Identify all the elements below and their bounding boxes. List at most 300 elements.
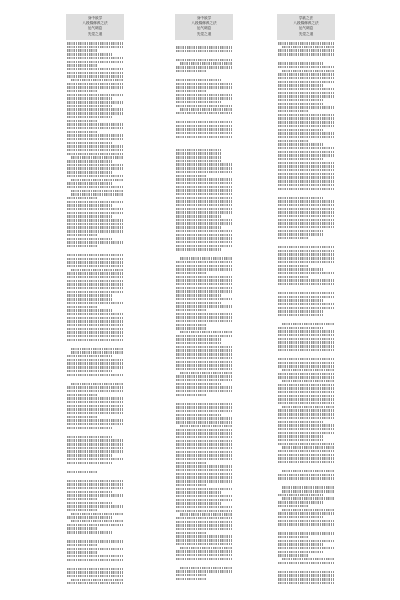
text-line-texture <box>278 165 334 167</box>
text-line-texture <box>67 377 123 381</box>
text-line-texture <box>278 527 334 531</box>
text-line-texture <box>278 387 334 389</box>
text-line-texture <box>278 230 323 232</box>
column-body <box>277 40 335 584</box>
text-line-texture <box>67 465 123 469</box>
text-line-texture <box>176 327 207 329</box>
text-line-texture <box>67 105 112 107</box>
text-line-texture <box>176 316 232 318</box>
text-line-texture <box>176 309 207 311</box>
text-line-texture <box>278 314 323 316</box>
text-line-texture <box>67 524 123 526</box>
text-line-texture <box>176 465 232 467</box>
text-line-texture <box>67 458 123 460</box>
text-line-texture <box>176 495 232 497</box>
text-line-texture <box>176 276 232 278</box>
text-line-texture <box>67 234 98 236</box>
text-line-texture <box>71 190 123 192</box>
text-line-texture <box>278 395 334 397</box>
text-line-texture <box>67 408 123 410</box>
text-line-texture <box>278 428 334 430</box>
text-line-texture <box>67 219 123 221</box>
text-line-texture <box>278 117 334 119</box>
text-line-texture <box>67 397 123 399</box>
text-line-texture <box>176 510 232 512</box>
text-line-texture <box>176 302 221 304</box>
text-line-texture <box>67 454 112 456</box>
text-line-texture <box>176 226 221 228</box>
header-line: 运气调息 <box>87 26 103 31</box>
text-line-texture <box>278 318 334 322</box>
text-line-texture <box>176 105 232 107</box>
header-line: 先觉之道 <box>196 31 212 36</box>
text-line-texture <box>180 513 232 515</box>
text-line-texture <box>176 458 232 460</box>
text-line-texture <box>67 509 98 511</box>
text-line-texture <box>67 142 112 144</box>
text-line-texture <box>71 383 123 385</box>
text-line-texture <box>176 215 221 217</box>
text-line-texture <box>176 272 207 274</box>
text-line-texture <box>67 355 112 357</box>
text-line-texture <box>176 132 232 134</box>
text-line-texture <box>67 527 98 529</box>
text-line-texture <box>67 182 112 184</box>
text-line-texture <box>176 46 232 48</box>
text-line-texture <box>278 162 334 164</box>
text-line-texture <box>67 331 123 333</box>
text-line-texture <box>67 249 123 253</box>
text-line-texture <box>67 149 123 151</box>
text-line-texture <box>176 324 207 326</box>
text-line-texture <box>176 397 232 401</box>
text-line-texture <box>67 53 112 55</box>
text-line-texture <box>278 461 334 463</box>
text-line-texture <box>67 362 123 364</box>
text-line-texture <box>176 502 221 504</box>
text-line-texture <box>278 532 334 534</box>
text-line-texture <box>67 265 123 267</box>
text-line-texture <box>176 121 232 123</box>
text-line-texture <box>282 369 334 371</box>
text-line-texture <box>67 306 98 308</box>
text-line-texture <box>176 353 232 355</box>
text-line-texture <box>278 307 334 309</box>
text-line-texture <box>278 222 334 224</box>
text-line-texture <box>278 358 334 360</box>
header-line: 先觉之道 <box>298 31 314 36</box>
text-line-texture <box>278 95 334 97</box>
text-line-texture <box>176 550 232 552</box>
header-line: 八段锦修养之法 <box>82 21 108 26</box>
text-line-texture <box>176 443 232 445</box>
text-line-texture <box>176 230 232 232</box>
text-line-texture <box>176 554 232 556</box>
text-line-texture <box>278 474 334 476</box>
text-line-texture <box>278 136 334 138</box>
text-line-texture <box>282 558 334 560</box>
text-line-texture <box>67 342 123 346</box>
text-line-texture <box>176 268 232 270</box>
text-column-2 <box>175 14 233 584</box>
text-line-texture <box>67 540 123 542</box>
text-line-texture <box>176 90 207 92</box>
text-line-texture <box>67 112 123 114</box>
text-line-texture <box>282 509 334 511</box>
text-line-texture <box>67 64 98 66</box>
text-line-texture <box>67 313 123 315</box>
text-line-texture <box>278 338 334 340</box>
text-line-texture <box>176 200 232 202</box>
text-line-texture <box>176 152 221 154</box>
text-line-texture <box>67 423 123 425</box>
text-line-texture <box>67 167 123 169</box>
text-line-texture <box>278 494 323 496</box>
text-line-texture <box>67 272 123 274</box>
text-line-texture <box>176 454 232 456</box>
text-line-texture <box>278 143 323 145</box>
text-line-texture <box>278 413 334 415</box>
text-line-texture <box>67 390 123 392</box>
text-line-texture <box>278 287 334 291</box>
text-line-texture <box>176 245 232 247</box>
text-line-texture <box>67 212 123 214</box>
text-line-texture <box>176 178 232 180</box>
header-line: 身中欲学 <box>196 16 212 20</box>
text-line-texture <box>67 401 123 403</box>
text-line-texture <box>67 127 123 129</box>
text-line-texture <box>278 454 334 456</box>
text-line-texture <box>278 402 334 404</box>
text-line-texture <box>278 92 334 94</box>
text-line-texture <box>176 66 232 68</box>
text-line-texture <box>176 248 221 250</box>
text-line-texture <box>176 287 232 289</box>
text-line-texture <box>176 136 232 138</box>
text-line-texture <box>278 523 334 525</box>
text-line-texture <box>278 341 334 343</box>
text-line-texture <box>176 338 221 340</box>
text-line-texture <box>176 484 207 486</box>
text-line-texture <box>282 486 334 488</box>
text-line-texture <box>278 424 334 426</box>
header-line: 运气调息 <box>298 26 314 31</box>
text-line-texture <box>67 575 123 577</box>
text-line-texture <box>278 147 334 149</box>
text-line-texture <box>67 120 98 122</box>
text-line-texture <box>278 540 334 542</box>
text-line-texture <box>282 446 334 448</box>
text-line-texture <box>278 571 334 573</box>
text-line-texture <box>71 520 123 522</box>
text-line-texture <box>176 357 232 359</box>
text-line-texture <box>67 548 123 550</box>
text-line-texture <box>176 156 221 158</box>
text-line-texture <box>67 61 123 63</box>
text-line-texture <box>176 574 207 576</box>
text-line-texture <box>67 291 123 293</box>
text-line-texture <box>278 435 323 437</box>
text-line-texture <box>176 429 232 431</box>
text-line-texture <box>278 253 334 255</box>
column-header <box>277 14 335 40</box>
text-line-texture <box>278 391 334 393</box>
text-line-texture <box>67 359 123 361</box>
text-line-texture <box>67 57 123 59</box>
text-line-texture <box>67 302 123 304</box>
text-line-texture <box>176 171 232 173</box>
text-line-texture <box>278 237 309 239</box>
text-line-texture <box>67 405 123 407</box>
text-line-texture <box>67 86 123 88</box>
text-line-texture <box>180 108 232 110</box>
text-line-texture <box>67 335 123 337</box>
text-line-texture <box>278 565 334 569</box>
text-line-texture <box>278 582 334 584</box>
text-line-texture <box>278 268 323 270</box>
text-line-texture <box>278 158 323 160</box>
text-line-texture <box>176 112 232 114</box>
text-line-texture <box>176 41 232 45</box>
column-body <box>175 40 233 584</box>
text-line-texture <box>67 317 123 319</box>
text-line-texture <box>176 94 232 96</box>
text-line-texture <box>67 94 123 96</box>
text-line-texture <box>278 114 334 116</box>
text-line-texture <box>176 386 232 388</box>
text-line-texture <box>282 46 334 48</box>
text-line-texture <box>67 474 123 478</box>
text-line-texture <box>176 469 232 471</box>
text-line-texture <box>176 167 232 169</box>
text-line-texture <box>176 160 221 162</box>
text-line-texture <box>67 153 123 155</box>
text-line-texture <box>278 184 334 186</box>
text-line-texture <box>67 443 123 445</box>
text-line-texture <box>278 279 334 281</box>
text-line-texture <box>180 425 232 427</box>
text-line-texture <box>180 372 232 374</box>
text-line-texture <box>278 106 334 108</box>
text-line-texture <box>278 215 334 217</box>
text-line-texture <box>67 241 123 243</box>
text-line-texture <box>278 417 334 419</box>
text-line-texture <box>176 543 232 545</box>
text-line-texture <box>278 173 334 175</box>
text-line-texture <box>176 182 232 184</box>
text-line-texture <box>278 99 323 101</box>
text-line-texture <box>67 568 123 570</box>
text-line-texture <box>176 265 232 267</box>
text-line-texture <box>282 70 334 72</box>
text-line-texture <box>176 447 232 449</box>
text-line-texture <box>67 544 98 546</box>
text-line-texture <box>67 430 123 434</box>
text-line-texture <box>176 320 232 322</box>
text-line-texture <box>67 90 98 92</box>
text-line-texture <box>67 394 98 396</box>
text-line-texture <box>176 50 232 52</box>
text-line-texture <box>176 189 232 191</box>
text-line-texture <box>278 132 334 134</box>
text-line-texture <box>176 186 232 188</box>
text-line-texture <box>278 330 334 332</box>
text-line-texture <box>278 551 323 553</box>
text-line-texture <box>278 501 323 503</box>
text-line-texture <box>176 436 232 438</box>
text-line-texture <box>176 279 232 281</box>
text-line-texture <box>282 380 334 382</box>
text-line-texture <box>67 320 123 322</box>
text-line-texture <box>176 403 232 405</box>
text-line-texture <box>180 547 232 549</box>
text-line-texture <box>176 241 232 243</box>
text-line-texture <box>67 283 123 285</box>
text-line-texture <box>278 197 323 199</box>
text-line-texture <box>278 57 334 61</box>
text-line-texture <box>176 349 232 351</box>
text-line-texture <box>278 241 334 245</box>
text-line-texture <box>67 427 112 429</box>
text-line-texture <box>67 462 112 464</box>
text-line-texture <box>176 53 232 57</box>
text-line-texture <box>71 156 123 158</box>
text-line-texture <box>67 238 112 240</box>
text-line-texture <box>278 345 334 347</box>
text-line-texture <box>282 490 334 492</box>
text-line-texture <box>278 188 334 190</box>
header-line: 身中欲学 <box>87 16 103 20</box>
text-line-texture <box>176 524 232 526</box>
text-line-texture <box>176 335 232 337</box>
text-line-texture <box>278 151 334 153</box>
text-line-texture <box>67 370 112 372</box>
text-column-1 <box>66 14 124 584</box>
text-line-texture <box>278 439 323 441</box>
text-line-texture <box>282 497 334 499</box>
text-line-texture <box>67 208 123 210</box>
text-line-texture <box>176 283 232 285</box>
text-line-texture <box>67 164 123 166</box>
text-line-texture <box>71 348 123 350</box>
text-line-texture <box>278 53 334 55</box>
text-line-texture <box>176 149 221 151</box>
text-line-texture <box>278 421 323 423</box>
text-line-texture <box>278 219 334 221</box>
text-line-texture <box>278 398 334 400</box>
text-line-texture <box>278 103 323 105</box>
text-line-texture <box>278 257 334 259</box>
text-line-texture <box>278 233 323 235</box>
text-line-texture <box>278 208 334 210</box>
text-line-texture <box>176 410 232 412</box>
text-line-texture <box>67 226 123 228</box>
text-line-texture <box>71 269 123 271</box>
text-line-texture <box>278 384 334 386</box>
text-line-texture <box>176 379 232 381</box>
text-line-texture <box>176 561 232 565</box>
text-line-texture <box>176 521 232 523</box>
text-line-texture <box>67 516 112 518</box>
text-line-texture <box>67 582 123 584</box>
text-line-texture <box>176 83 232 85</box>
text-line-texture <box>278 246 334 248</box>
text-line-texture <box>278 110 309 112</box>
text-line-texture <box>67 254 123 256</box>
text-line-texture <box>71 79 123 81</box>
text-line-texture <box>278 200 334 202</box>
text-line-texture <box>282 470 334 472</box>
text-line-texture <box>67 309 112 311</box>
text-line-texture <box>176 421 232 423</box>
text-line-texture <box>176 532 207 534</box>
text-line-texture <box>278 481 334 485</box>
text-line-texture <box>67 171 112 173</box>
header-line: 先觉之道 <box>87 31 103 36</box>
text-line-texture <box>176 197 232 199</box>
text-line-texture <box>67 145 123 147</box>
text-line-texture <box>278 362 334 364</box>
text-line-texture <box>67 498 98 500</box>
text-line-texture <box>278 443 334 445</box>
text-line-texture <box>67 245 98 247</box>
text-line-texture <box>176 480 232 482</box>
text-line-texture <box>176 128 232 130</box>
text-line-texture <box>278 121 334 123</box>
text-line-texture <box>278 349 334 351</box>
text-line-texture <box>67 201 123 203</box>
text-line-texture <box>67 471 98 473</box>
text-line-texture <box>67 450 123 452</box>
text-line-texture <box>278 261 334 263</box>
text-line-texture <box>67 215 112 217</box>
text-line-texture <box>278 457 334 459</box>
text-line-texture <box>176 175 207 177</box>
text-line-texture <box>176 499 232 501</box>
text-line-texture <box>176 342 221 344</box>
text-line-texture <box>67 328 123 330</box>
text-line-texture <box>278 125 334 127</box>
text-line-texture <box>176 383 221 385</box>
text-line-texture <box>176 432 232 434</box>
text-line-texture <box>176 462 207 464</box>
text-line-texture <box>67 72 123 74</box>
text-line-texture <box>67 559 123 561</box>
text-line-texture <box>176 101 221 103</box>
text-line-texture <box>67 42 123 44</box>
text-line-texture <box>278 211 334 213</box>
text-line-texture <box>176 125 232 127</box>
text-line-texture <box>176 222 232 224</box>
text-line-texture <box>278 250 334 252</box>
text-line-texture <box>176 163 232 165</box>
text-line-texture <box>278 81 334 83</box>
text-line-texture <box>67 535 123 539</box>
text-line-texture <box>278 547 334 549</box>
text-line-texture <box>176 517 232 519</box>
text-line-texture <box>278 516 323 518</box>
text-line-texture <box>67 280 123 282</box>
text-line-texture <box>67 447 123 449</box>
text-line-texture <box>176 97 232 99</box>
text-line-texture <box>278 176 334 178</box>
text-line-texture <box>176 406 232 408</box>
text-line-texture <box>278 450 334 452</box>
text-line-texture <box>278 554 309 556</box>
text-line-texture <box>176 578 207 580</box>
text-line-texture <box>67 258 123 260</box>
text-line-texture <box>278 88 334 90</box>
